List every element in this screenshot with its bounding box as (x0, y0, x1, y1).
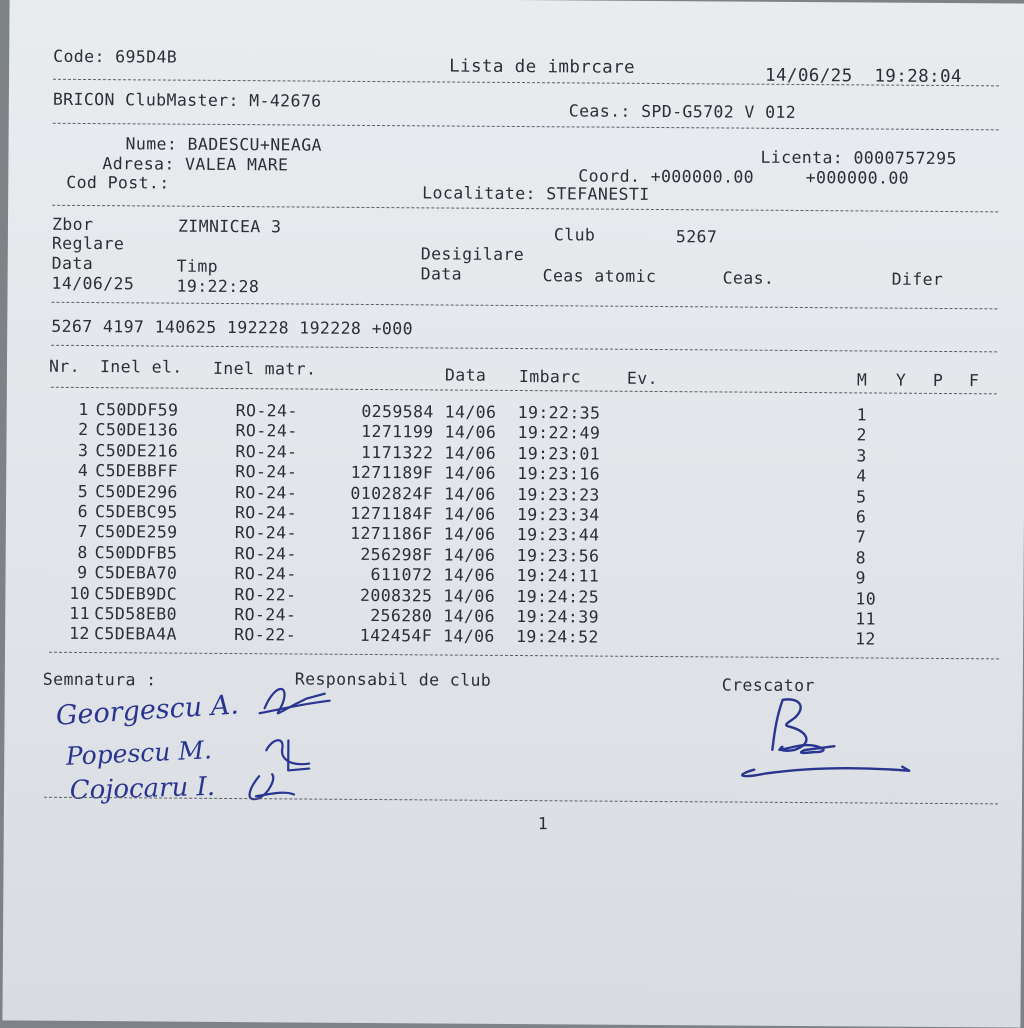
cell-nr: 10 (69, 583, 91, 603)
cell-m: 11 (855, 609, 876, 629)
cell-m: 9 (855, 568, 866, 588)
col-inel-el: Inel el. (99, 357, 183, 377)
cell-matr: 1271186F (350, 524, 433, 544)
cell-el: C50DDFB5 (94, 542, 178, 563)
reglare-date: 14/06/25 (51, 273, 135, 294)
cell-matr: 1271189F (350, 463, 434, 483)
cell-m: 4 (856, 466, 867, 486)
document-title: Lista de imbrcare (449, 56, 636, 78)
breeder-signature (724, 691, 925, 792)
cell-nr: 12 (69, 624, 90, 644)
cell-data: 14/06 (444, 402, 497, 422)
cell-pre: RO-24- (234, 503, 298, 523)
cell-m: 1 (856, 405, 868, 425)
cell-el: C50DE296 (95, 481, 178, 502)
cell-time: 19:23:34 (516, 505, 600, 525)
ceas-atomic-label: Ceas atomic (542, 266, 657, 286)
svg-text:Georgescu A.: Georgescu A. (54, 689, 240, 732)
zbor-label: Zbor (51, 214, 94, 235)
cell-matr: 256280 (370, 605, 433, 626)
col-p: P (932, 370, 944, 390)
cell-nr: 1 (78, 399, 89, 420)
cell-time: 19:23:23 (517, 484, 600, 505)
print-date-time: 14/06/25 19:28:04 (764, 65, 962, 88)
cell-nr: 7 (77, 522, 88, 542)
cell-matr: 256298F (360, 544, 433, 565)
cell-data: 14/06 (443, 606, 496, 626)
cell-m: 10 (855, 588, 877, 609)
code-label: Code: 695D4B (53, 46, 178, 67)
cell-data: 14/06 (443, 545, 496, 565)
reglare-time: 19:22:28 (176, 276, 260, 297)
cell-pre: RO-24- (235, 462, 298, 482)
cell-data: 14/06 (444, 422, 497, 443)
cell-data: 14/06 (444, 484, 496, 504)
divider (53, 123, 999, 131)
cell-m: 5 (856, 486, 867, 507)
cell-m: 7 (855, 527, 867, 547)
divider (52, 205, 998, 213)
cell-matr: 0259584 (361, 401, 434, 422)
svg-text:Cojocaru I.: Cojocaru I. (69, 771, 216, 806)
col-imbarc: Imbarc (518, 367, 582, 387)
cell-time: 19:24:11 (516, 566, 600, 586)
cell-time: 19:23:16 (517, 464, 601, 484)
breeder-label: Crescator (721, 675, 815, 696)
cell-nr: 2 (78, 420, 89, 440)
cell-pre: RO-24- (234, 564, 297, 584)
clock-id: Ceas.: SPD-G5702 V 012 (568, 101, 797, 122)
cell-data: 14/06 (444, 463, 497, 484)
cell-nr: 4 (77, 461, 89, 481)
cell-time: 19:24:52 (516, 627, 599, 647)
data-label-2: Data (420, 264, 463, 284)
col-nr: Nr. (48, 356, 81, 376)
cell-m: 6 (855, 507, 867, 527)
svg-text:Popescu M.: Popescu M. (65, 735, 213, 771)
cell-time: 19:23:01 (517, 443, 601, 464)
cell-data: 14/06 (444, 443, 497, 463)
cell-matr: 1271199 (361, 422, 434, 442)
summary-line: 5267 4197 140625 192228 192228 +000 (51, 316, 414, 339)
divider (51, 387, 997, 395)
cell-matr: 1271184F (350, 503, 434, 524)
cell-nr: 3 (78, 440, 89, 460)
cell-data: 14/06 (443, 626, 495, 647)
cell-data: 14/06 (443, 586, 496, 606)
cell-m: 8 (855, 548, 867, 568)
receipt-paper (2, 0, 1024, 1028)
cell-nr: 9 (77, 563, 88, 583)
postal-code: Cod Post.: (66, 172, 170, 193)
coordinates: Coord. +000000.00 +000000.00 (578, 166, 910, 188)
locality: Localitate: STEFANESTI (422, 183, 650, 204)
cell-matr: 1171322 (361, 442, 434, 463)
difer-label: Difer (891, 269, 944, 289)
cell-time: 19:23:44 (516, 525, 600, 545)
cell-time: 19:23:56 (516, 545, 600, 566)
cell-nr: 5 (77, 481, 89, 501)
cell-el: C50DE136 (95, 420, 179, 441)
cell-pre: RO-24- (234, 523, 297, 543)
divider (49, 652, 999, 660)
cell-el: C5D58EB0 (94, 604, 178, 624)
cell-time: 19:24:25 (516, 586, 600, 607)
club-value: 5267 (675, 227, 718, 247)
cell-el: C5DEBA4A (94, 624, 177, 645)
cell-matr: 142454F (359, 626, 433, 646)
cell-matr: 2008325 (360, 585, 433, 606)
cell-data: 14/06 (443, 504, 496, 524)
cell-pre: RO-24- (235, 421, 298, 441)
cell-el: C5DEBBFF (95, 461, 179, 481)
cell-matr: 611072 (370, 565, 433, 585)
reglare-label: Reglare (51, 233, 125, 254)
ceas-label: Ceas. (722, 268, 775, 288)
zbor-value: ZIMNICEA 3 (177, 216, 282, 237)
licence-number: Licenta: 0000757295 (760, 147, 957, 169)
col-data: Data (444, 365, 487, 385)
cell-nr: 8 (77, 542, 88, 562)
owner-name: Nume: BADESCU+NEAGA (125, 134, 322, 155)
owner-address: Adresa: VALEA MARE (102, 154, 289, 175)
page-number: 1 (537, 814, 549, 834)
timp-label: Timp (176, 256, 219, 276)
club-label: Club (553, 225, 596, 245)
system-id: BRICON ClubMaster: M-42676 (52, 89, 322, 111)
col-f: F (968, 371, 980, 391)
cell-el: C5DEBA70 (94, 563, 178, 583)
signature-label: Semnatura : (42, 669, 157, 690)
cell-pre: RO-24- (235, 482, 298, 503)
cell-m: 12 (855, 629, 876, 649)
cell-data: 14/06 (443, 565, 496, 586)
cell-m: 3 (856, 446, 867, 466)
desigilare-label: Desigilare (420, 244, 525, 265)
cell-pre: RO-24- (234, 543, 297, 564)
data-label: Data (51, 253, 94, 274)
handwritten-signatures (44, 677, 345, 839)
col-y: Y (895, 370, 907, 390)
cell-el: C50DDF59 (95, 400, 179, 420)
divider (51, 345, 997, 353)
cell-pre: RO-24- (234, 605, 297, 625)
cell-pre: RO-22- (234, 625, 297, 645)
col-m: M (856, 370, 868, 390)
club-responsible-label: Responsabil de club (294, 669, 492, 690)
divider (51, 302, 997, 310)
col-inel-matr: Inel matr. (212, 358, 317, 379)
cell-nr: 6 (77, 501, 89, 522)
cell-time: 19:24:39 (516, 607, 600, 627)
cell-el: C5DEBC95 (94, 502, 178, 522)
cell-pre: RO-24- (235, 401, 298, 421)
cell-el: C50DE259 (94, 522, 178, 543)
cell-time: 19:22:49 (517, 423, 601, 443)
cell-m: 2 (856, 425, 867, 445)
cell-pre: RO-24- (235, 441, 298, 462)
cell-nr: 11 (69, 603, 91, 624)
cell-data: 14/06 (443, 524, 496, 545)
cell-pre: RO-22- (234, 584, 297, 605)
cell-matr: 0102824F (350, 483, 434, 504)
cell-el: C5DEB9DC (94, 583, 178, 604)
cell-time: 19:22:35 (517, 403, 601, 423)
cell-el: C50DE216 (95, 440, 179, 461)
col-ev: Ev. (626, 368, 659, 388)
